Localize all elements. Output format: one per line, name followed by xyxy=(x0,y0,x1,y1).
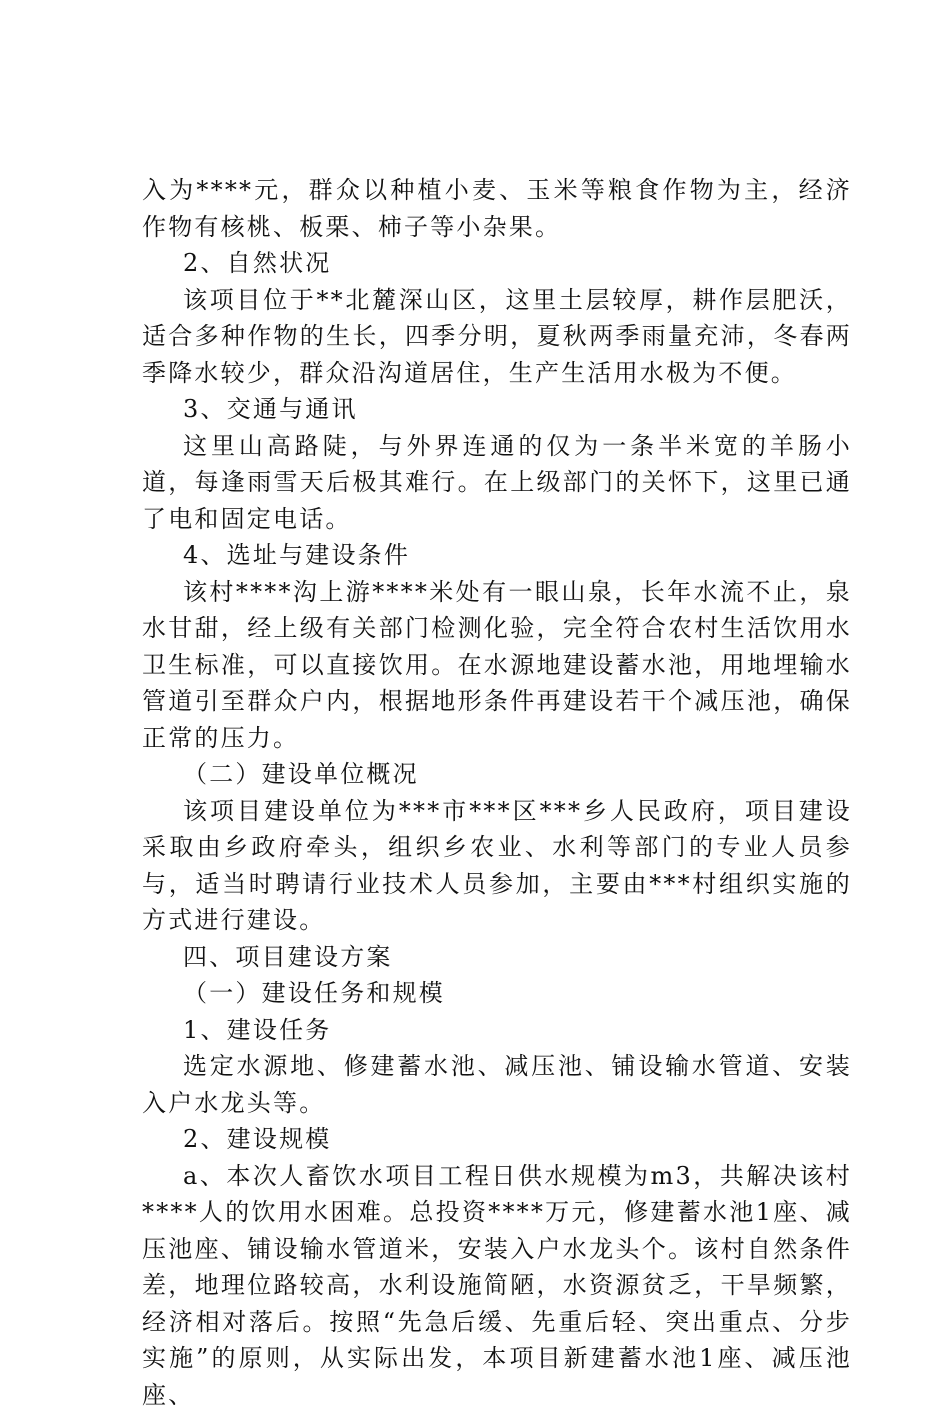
heading-natural-conditions: 2、自然状况 xyxy=(142,245,852,282)
document-body xyxy=(142,172,852,1413)
paragraph-site-conditions: 该村****沟上游****米处有一眼山泉，长年水流不止，泉水甘甜，经上级有关部门检测化验，完全符合农村生活饮用水卫生标准，可以直接饮用。在水源地建设蓄水池，用地埋输水管道引至群众户内，根据地形条件再建设若干个减压池，确保正常的压力。 xyxy=(142,574,852,757)
heading-tasks-and-scale: （一）建设任务和规模 xyxy=(142,975,852,1012)
heading-construction-tasks: 1、建设任务 xyxy=(142,1012,852,1049)
heading-construction-unit: （二）建设单位概况 xyxy=(142,756,852,793)
heading-construction-plan: 四、项目建设方案 xyxy=(142,939,852,976)
paragraph-construction-tasks: 选定水源地、修建蓄水池、减压池、铺设输水管道、安装入户水龙头等。 xyxy=(142,1048,852,1121)
heading-site-conditions: 4、选址与建设条件 xyxy=(142,537,852,574)
paragraph-income-crops: 入为****元，群众以种植小麦、玉米等粮食作物为主，经济作物有核桃、板栗、柿子等小杂果。 xyxy=(142,172,852,245)
paragraph-construction-scale: a、本次人畜饮水项目工程日供水规模为m3，共解决该村****人的饮用水困难。总投资****万元，修建蓄水池1座、减压池座、铺设输水管道米，安装入户水龙头个。该村自然条件差，地理位路较高，水利设施简陋，水资源贫乏，干旱频繁，经济相对落后。按照“先急后缓、先重后轻、突出重点、分步实施”的原则，从实际出发，本项目新建蓄水池1座、减压池座、 xyxy=(142,1158,852,1413)
paragraph-construction-unit: 该项目建设单位为***市***区***乡人民政府，项目建设采取由乡政府牵头，组织乡农业、水利等部门的专业人员参与，适当时聘请行业技术人员参加，主要由***村组织实施的方式进行建设。 xyxy=(142,793,852,939)
paragraph-transport-communication: 这里山高路陡，与外界连通的仅为一条半米宽的羊肠小道，每逢雨雪天后极其难行。在上级部门的关怀下，这里已通了电和固定电话。 xyxy=(142,428,852,538)
heading-transport-communication: 3、交通与通讯 xyxy=(142,391,852,428)
heading-construction-scale: 2、建设规模 xyxy=(142,1121,852,1158)
paragraph-natural-conditions: 该项目位于**北麓深山区，这里土层较厚，耕作层肥沃，适合多种作物的生长，四季分明，夏秋两季雨量充沛，冬春两季降水较少，群众沿沟道居住，生产生活用水极为不便。 xyxy=(142,282,852,392)
